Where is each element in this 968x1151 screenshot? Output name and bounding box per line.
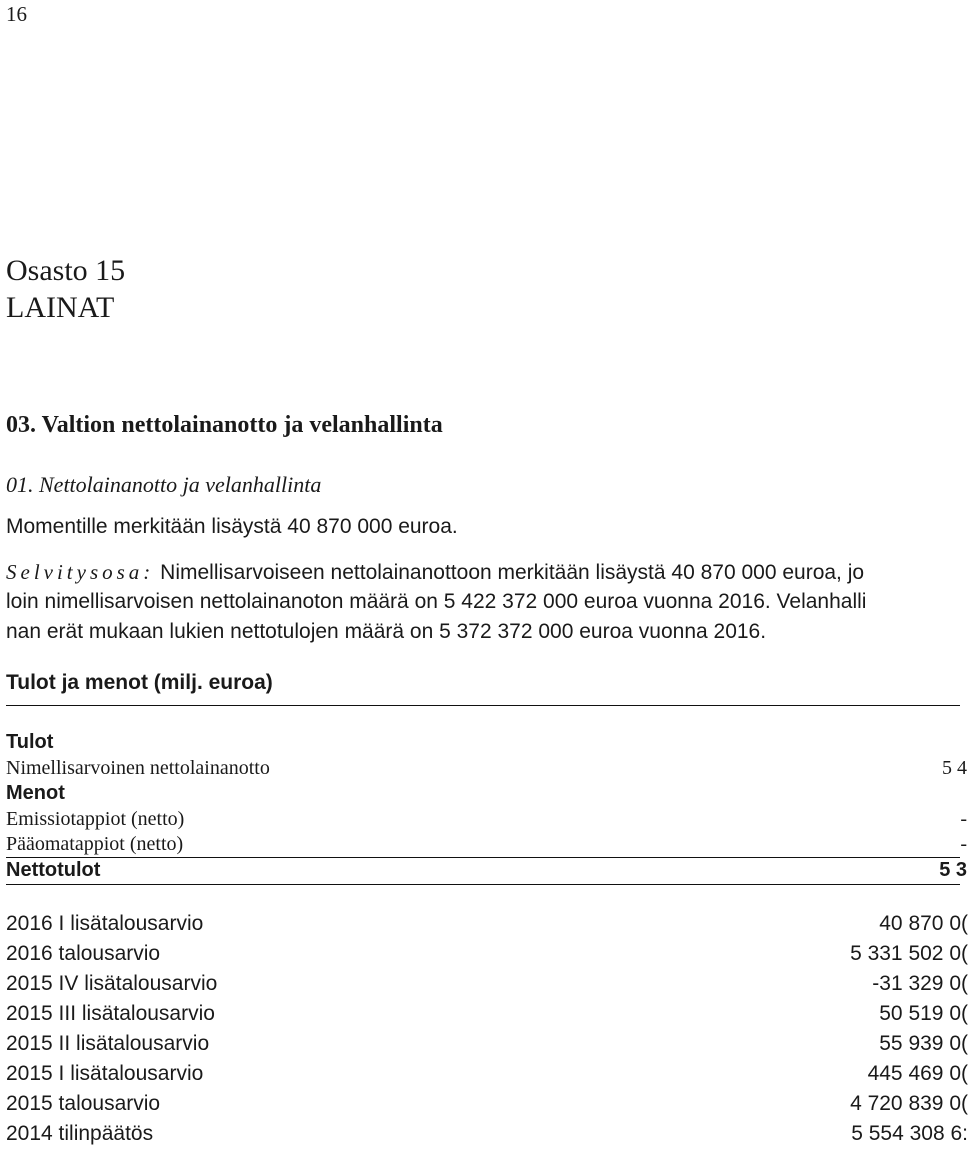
table-row-tulot [6, 731, 960, 757]
row-value: - [960, 833, 967, 855]
row-label: Emissiotappiot (netto) [6, 808, 185, 830]
chapter-heading: 03. Valtion nettolainanotto ja velanhallinta [6, 412, 443, 438]
table-bottom-rule [6, 884, 960, 885]
table-row-emissiotappiot [6, 808, 967, 834]
history-row [6, 972, 968, 1000]
history-row [6, 942, 968, 970]
history-label: 2016 talousarvio [6, 942, 161, 965]
history-value: 5 554 308 6: [851, 1122, 968, 1145]
explanation-label: Selvitysosa: [6, 560, 155, 584]
row-label: Nettotulot [6, 859, 101, 881]
history-value: -31 329 0( [872, 972, 968, 995]
history-row [6, 1092, 968, 1120]
row-value: 5 3 [939, 859, 967, 881]
row-value: 5 4 [942, 757, 967, 779]
history-row [6, 1002, 968, 1030]
history-label: 2015 talousarvio [6, 1092, 161, 1115]
history-row [6, 1032, 968, 1060]
history-row [6, 912, 968, 940]
history-row [6, 1122, 968, 1150]
row-label: Menot [6, 782, 65, 804]
row-label: Pääomatappiot (netto) [6, 833, 184, 855]
item-heading: 01. Nettolainanotto ja velanhallinta [6, 472, 322, 497]
history-value: 4 720 839 0( [850, 1092, 968, 1115]
history-row [6, 1062, 968, 1090]
appropriation-text: Momentille merkitään lisäystä 40 870 000 euroa. [6, 515, 458, 538]
table-row-paaomatappiot [6, 833, 967, 859]
table-row-menot [6, 782, 960, 808]
explanation-text-1: Nimellisarvoiseen nettolainanottoon merkitään lisäystä 40 870 000 euroa, jo [154, 561, 865, 584]
history-label: 2015 II lisätalousarvio [6, 1032, 210, 1055]
history-label: 2015 III lisätalousarvio [6, 1002, 215, 1025]
table-title: Tulot ja menot (milj. euroa) [6, 671, 273, 694]
history-value: 55 939 0( [879, 1032, 968, 1055]
history-label: 2015 IV lisätalousarvio [6, 972, 218, 995]
row-value: - [960, 808, 967, 830]
explanation-line-2: loin nimellisarvoisen nettolainanoton määrä on 5 422 372 000 euroa vuonna 2016. Velanhalli [6, 590, 867, 613]
table-total-rule [6, 857, 960, 858]
explanation-line-1 [6, 557, 960, 587]
history-label: 2015 I lisätalousarvio [6, 1062, 204, 1085]
history-label: 2014 tilinpäätös [6, 1122, 154, 1145]
history-value: 50 519 0( [879, 1002, 968, 1025]
table-top-rule [6, 705, 960, 706]
history-value: 5 331 502 0( [850, 942, 968, 965]
history-value: 40 870 0( [879, 912, 968, 935]
table-row-nettotulot [6, 859, 967, 885]
history-value: 445 469 0( [867, 1062, 968, 1085]
explanation-paragraph [6, 557, 960, 647]
row-label: Nimellisarvoinen nettolainanotto [6, 757, 270, 779]
section-heading: Osasto 15 [6, 254, 126, 287]
section-title: LAINAT [6, 291, 115, 324]
explanation-line-3: nan erät mukaan lukien nettotulojen määrä on 5 372 372 000 euroa vuonna 2016. [6, 620, 767, 643]
row-label: Tulot [6, 731, 54, 753]
history-label: 2016 I lisätalousarvio [6, 912, 204, 935]
page-number: 16 [6, 2, 27, 26]
table-row-nettolainanotto [6, 757, 967, 783]
